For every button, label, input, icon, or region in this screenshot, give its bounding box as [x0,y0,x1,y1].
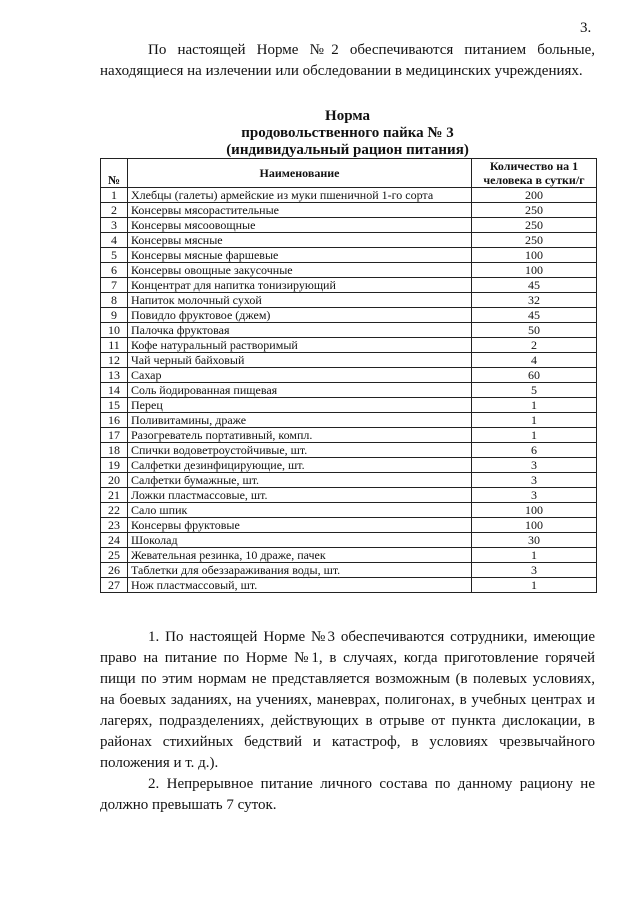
row-number: 9 [101,308,128,323]
table-row [101,473,597,488]
table-row [101,203,597,218]
item-quantity: 3 [472,488,597,503]
table-row [101,413,597,428]
row-number: 2 [101,203,128,218]
row-number: 22 [101,503,128,518]
item-name: Консервы фруктовые [128,518,472,533]
item-name: Консервы мясоовощные [128,218,472,233]
item-quantity: 2 [472,338,597,353]
item-name: Напиток молочный сухой [128,293,472,308]
item-name: Повидло фруктовое (джем) [128,308,472,323]
row-number: 7 [101,278,128,293]
table-row [101,488,597,503]
table-row [101,533,597,548]
item-name: Консервы мясорастительные [128,203,472,218]
header-number: № [101,159,128,188]
item-quantity: 100 [472,248,597,263]
item-name: Разогреватель портативный, компл. [128,428,472,443]
heading-title: Норма [325,108,370,124]
item-quantity: 32 [472,293,597,308]
table-row [101,353,597,368]
row-number: 24 [101,533,128,548]
note-paragraph-2: 2. Непрерывное питание личного состава по данному рациону не должно превышать 7 суток. [100,776,595,813]
item-name: Поливитамины, драже [128,413,472,428]
table-row [101,563,597,578]
row-number: 4 [101,233,128,248]
table-row [101,278,597,293]
item-name: Палочка фруктовая [128,323,472,338]
item-name: Перец [128,398,472,413]
row-number: 12 [101,353,128,368]
item-quantity: 50 [472,323,597,338]
row-number: 15 [101,398,128,413]
item-quantity: 3 [472,563,597,578]
table-heading [100,108,595,159]
item-name: Салфетки дезинфицирующие, шт. [128,458,472,473]
table-row [101,308,597,323]
table-row [101,323,597,338]
ration-table [100,158,597,593]
table-row [101,248,597,263]
item-name: Спички водоветроустойчивые, шт. [128,443,472,458]
notes-section [100,627,595,816]
row-number: 20 [101,473,128,488]
item-quantity: 5 [472,383,597,398]
heading-subtitle: продовольственного пайка № 3 [241,125,454,141]
table-header-row [101,159,597,188]
item-name: Сало шпик [128,503,472,518]
item-quantity: 1 [472,578,597,593]
table-row [101,293,597,308]
row-number: 26 [101,563,128,578]
row-number: 6 [101,263,128,278]
note-paragraph-1: 1. По настоящей Норме №3 обеспечиваются сотрудники, имеющие право на питание по Норме №1, в случаях, когда приготовление горячей пищи по этим нормам не представляется возможным (в полевых условиях, на боевых заданиях, на учениях, маневрах, полигонах, в учебных центрах и лагерях, подразделениях, действующих в отрыве от пункта дислокации, в районах стихийных бедствий и катастроф, в условиях чрезвычайного положения и т. д.). [100,629,595,771]
item-quantity: 30 [472,533,597,548]
item-quantity: 250 [472,233,597,248]
item-quantity: 3 [472,458,597,473]
item-quantity: 1 [472,548,597,563]
row-number: 23 [101,518,128,533]
row-number: 21 [101,488,128,503]
intro-paragraph: По настоящей Норме №2 обеспечиваются питанием больные, находящиеся на излечении или обследовании в медицинских учреждениях. [100,42,595,79]
item-name: Хлебцы (галеты) армейские из муки пшеничной 1-го сорта [128,188,472,203]
row-number: 17 [101,428,128,443]
header-name: Наименование [128,159,472,188]
row-number: 1 [101,188,128,203]
table-row [101,338,597,353]
row-number: 25 [101,548,128,563]
item-quantity: 200 [472,188,597,203]
table-row [101,263,597,278]
row-number: 10 [101,323,128,338]
row-number: 13 [101,368,128,383]
item-quantity: 45 [472,308,597,323]
row-number: 3 [101,218,128,233]
item-name: Чай черный байховый [128,353,472,368]
item-quantity: 100 [472,503,597,518]
item-quantity: 4 [472,353,597,368]
item-quantity: 1 [472,428,597,443]
item-name: Консервы мясные [128,233,472,248]
row-number: 8 [101,293,128,308]
table-row [101,398,597,413]
table-row [101,518,597,533]
item-name: Соль йодированная пищевая [128,383,472,398]
header-quantity: Количество на 1 человека в сутки/г [472,159,597,188]
item-quantity: 6 [472,443,597,458]
item-name: Концентрат для напитка тонизирующий [128,278,472,293]
table-row [101,503,597,518]
row-number: 27 [101,578,128,593]
table-row [101,578,597,593]
table-row [101,428,597,443]
item-name: Салфетки бумажные, шт. [128,473,472,488]
page-number: 3. [580,20,592,36]
table-row [101,548,597,563]
table-row [101,368,597,383]
heading-note: (индивидуальный рацион питания) [226,142,469,158]
item-name: Сахар [128,368,472,383]
table-body [101,188,597,593]
item-name: Ложки пластмассовые, шт. [128,488,472,503]
table-row [101,188,597,203]
row-number: 18 [101,443,128,458]
item-quantity: 60 [472,368,597,383]
item-name: Таблетки для обеззараживания воды, шт. [128,563,472,578]
item-quantity: 250 [472,203,597,218]
item-quantity: 100 [472,518,597,533]
item-quantity: 250 [472,218,597,233]
table-row [101,218,597,233]
row-number: 16 [101,413,128,428]
item-name: Жевательная резинка, 10 драже, пачек [128,548,472,563]
item-quantity: 1 [472,413,597,428]
row-number: 14 [101,383,128,398]
item-quantity: 45 [472,278,597,293]
item-name: Кофе натуральный растворимый [128,338,472,353]
row-number: 19 [101,458,128,473]
item-quantity: 3 [472,473,597,488]
item-name: Консервы овощные закусочные [128,263,472,278]
row-number: 11 [101,338,128,353]
table-row [101,233,597,248]
item-name: Шоколад [128,533,472,548]
item-quantity: 100 [472,263,597,278]
table-row [101,443,597,458]
item-quantity: 1 [472,398,597,413]
item-name: Нож пластмассовый, шт. [128,578,472,593]
table-row [101,458,597,473]
table-row [101,383,597,398]
item-name: Консервы мясные фаршевые [128,248,472,263]
row-number: 5 [101,248,128,263]
